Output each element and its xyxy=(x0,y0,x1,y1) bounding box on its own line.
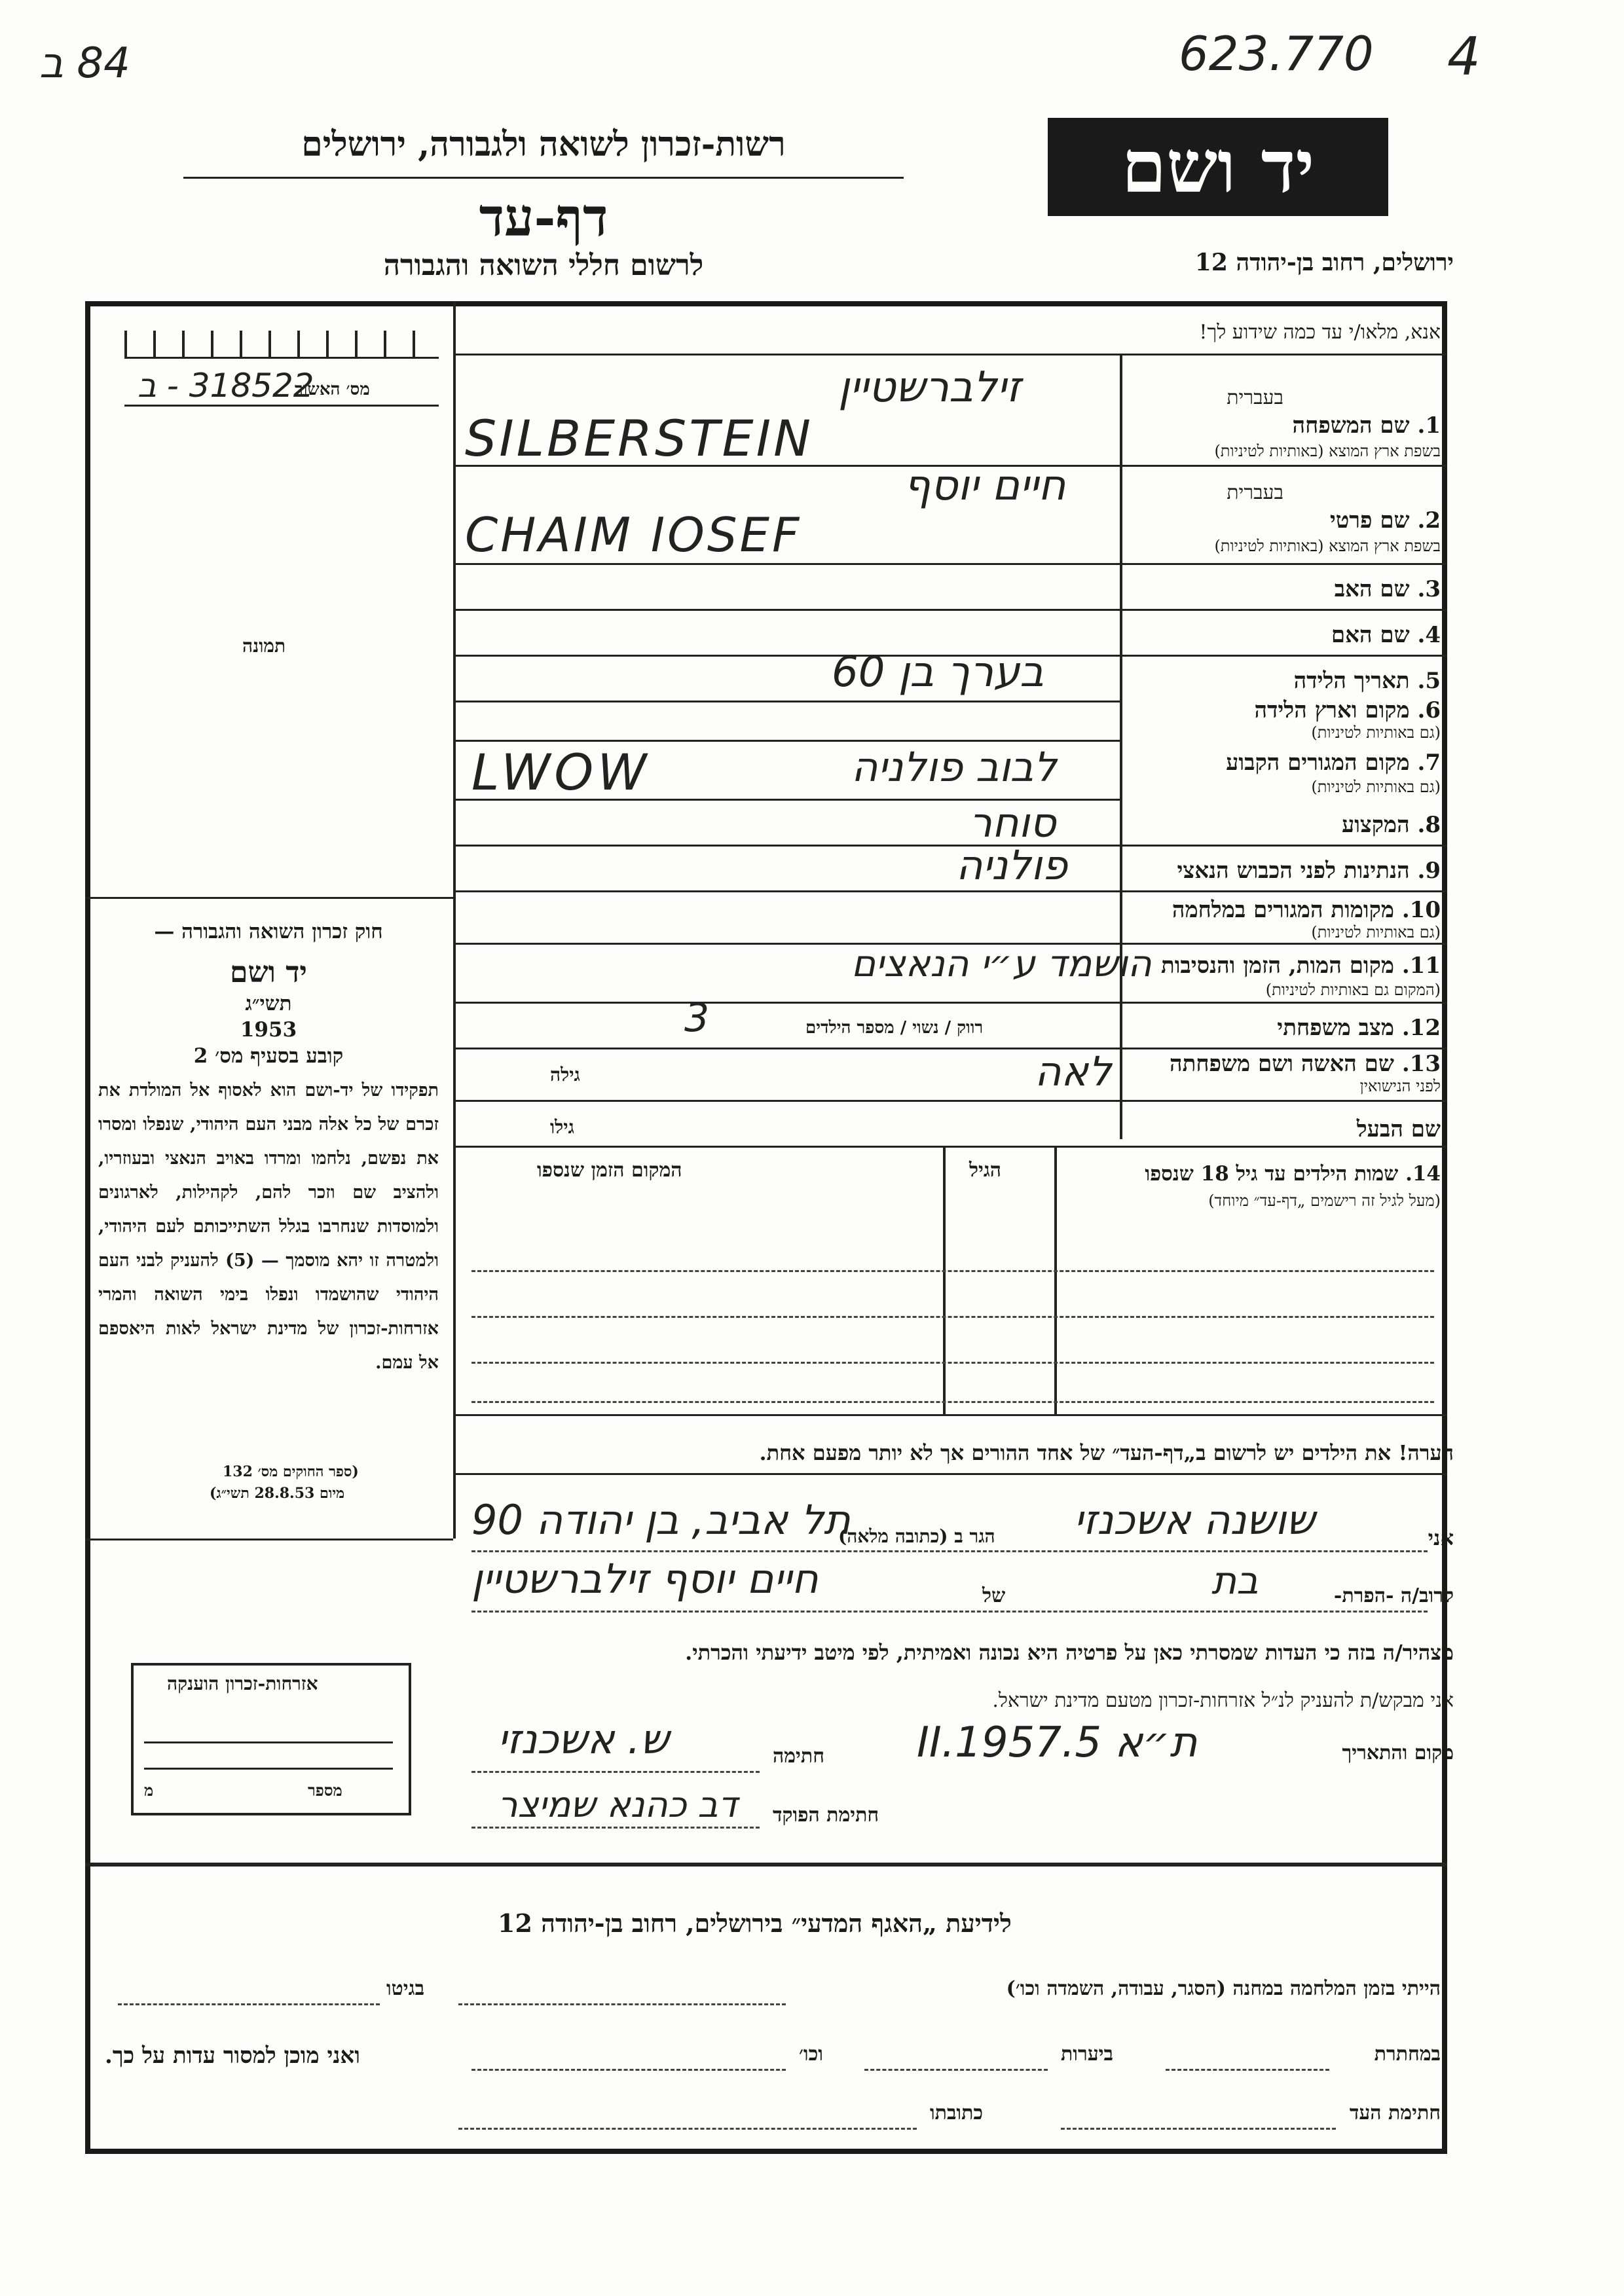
field-6-sublabel: (גם באותיות לטיניות) xyxy=(1311,723,1441,742)
photo-label: תמונה xyxy=(242,635,286,657)
field-3-label: 3. שם האב xyxy=(1334,576,1441,602)
field-12-status-options: רווק / נשוי / מספר הילדים xyxy=(805,1018,984,1038)
form-title: דף-עד xyxy=(479,187,608,248)
child-row-3[interactable] xyxy=(471,1362,1434,1364)
field-11-sublabel: (המקום גם באותיות לטיניות) xyxy=(1265,981,1441,999)
children-col-divider-1 xyxy=(943,1146,946,1414)
child-row-4[interactable] xyxy=(471,1401,1434,1403)
margin-note-top-left: 84 ב xyxy=(39,39,130,88)
sidebar-bottom-rule xyxy=(85,1539,453,1540)
field-5-value[interactable]: בערך בן 60 xyxy=(832,648,1044,697)
children-sublabel: (מעל לגיל זה רישמים „דף-עד״ מיוחד) xyxy=(1208,1192,1441,1210)
margin-note-top-right: 4 xyxy=(1447,26,1481,87)
husband-age-label: גילו xyxy=(550,1116,574,1138)
row-rule-5 xyxy=(453,701,1120,702)
stamp-number-suffix: מ xyxy=(144,1781,154,1800)
declaration-line-2 xyxy=(471,1611,1428,1613)
field-5-label: 5. תאריך הלידה xyxy=(1293,668,1441,694)
field-2-sublabel: בשפת ארץ המוצא (באותיות לטיניות) xyxy=(1214,537,1441,555)
row-rule-3 xyxy=(453,609,1447,611)
field-10-label: 10. מקומות המגורים במלחמה xyxy=(1172,897,1441,923)
stamp-number-label: מספר xyxy=(308,1781,342,1800)
row-rule-12 xyxy=(453,1048,1447,1049)
footer-line2-d: ואני מוכן למסור עדות על כך. xyxy=(105,2043,360,2069)
signature-value[interactable]: ש. אשכנזי xyxy=(498,1715,669,1763)
law-year: 1953 xyxy=(240,1018,297,1042)
children-note: הערה! את הילדים יש לרשום ב„דף-העד״ של אחד ההורים אך לא יותר מפעם אחת. xyxy=(759,1440,1454,1465)
footer-line3-a: חתימת העד xyxy=(1349,2102,1441,2124)
row-rule-14 xyxy=(453,1146,1447,1148)
children-col-place: המקום הזמן שנספו xyxy=(537,1159,682,1182)
field-11-label: 11. מקום המות, הזמן והנסיבות xyxy=(1160,953,1441,979)
husband-label: שם הבעל xyxy=(1356,1116,1441,1142)
field-13-label: 13. שם האשה ושם משפחתה xyxy=(1170,1051,1441,1077)
instruction: אנא, מלאו/י עד כמה שידוע לך! xyxy=(1199,321,1441,344)
field-12-label: 12. מצב משפחתי xyxy=(1277,1015,1441,1041)
field-7-value-latin[interactable]: LWOW xyxy=(471,743,651,801)
stamp-line-2 xyxy=(144,1768,393,1770)
children-col-divider-2 xyxy=(1054,1146,1057,1414)
form-subtitle: לרשום חללי השואה והגבורה xyxy=(383,249,704,282)
row-rule-8 xyxy=(453,845,1447,847)
photo-bottom-rule xyxy=(85,897,453,899)
field-2-label: 2. שם פרטי xyxy=(1329,507,1441,534)
law-footnote-1: (ספר החוקים מס׳ 132 xyxy=(223,1463,359,1480)
record-number-label: מס׳ האשור xyxy=(295,380,370,399)
relation-of-label: של xyxy=(982,1584,1006,1607)
row-rule-11 xyxy=(453,1002,1447,1004)
margin-note-number: 623.770 xyxy=(1179,26,1374,81)
footer-underground-line[interactable] xyxy=(1166,2069,1329,2071)
children-label: 14. שמות הילדים עד גיל 18 שנספו xyxy=(1145,1162,1441,1186)
field-9-label: 9. הנתינות לפני הכבוש הנאצי xyxy=(1177,858,1441,884)
field-7-sublabel: (גם באותיות לטיניות) xyxy=(1311,778,1441,796)
law-title: חוק זכרון השואה והגבורה — xyxy=(154,920,383,943)
declarant-address[interactable]: תל אביב, בן יהודה 90 xyxy=(471,1496,851,1544)
footer-line3-b: כתובתו xyxy=(930,2102,984,2124)
footer-witness-address-line[interactable] xyxy=(458,2128,917,2130)
field-2-value-latin[interactable]: CHAIM IOSEF xyxy=(465,507,802,562)
field-13-value[interactable]: לאה xyxy=(1035,1048,1112,1095)
declarant-name[interactable]: שושנה אשכנזי xyxy=(1074,1496,1316,1544)
field-12-children-count[interactable]: 3 xyxy=(684,995,710,1041)
declaration-resides-label: הגר ב (כתובה מלאה) xyxy=(838,1525,995,1547)
children-col-age: הגיל xyxy=(969,1159,1002,1182)
field-13-age-label: גילה xyxy=(550,1064,580,1085)
header-rule xyxy=(183,177,904,179)
field-7-label: 7. מקום המגורים הקבוע xyxy=(1226,750,1441,776)
relation-of-name[interactable]: חיים יוסף זילברשטיין xyxy=(471,1555,819,1603)
field-1-value-latin[interactable]: SILBERSTEIN xyxy=(465,409,813,467)
place-date-label: מקום והתאריך xyxy=(1342,1741,1454,1764)
stamp-line-1 xyxy=(144,1741,393,1743)
footer-line2-a: במחתרת xyxy=(1374,2043,1441,2066)
law-section: קובע בסעיף מס׳ 2 xyxy=(193,1044,344,1068)
footer-line2-b: ביערות xyxy=(1061,2043,1114,2066)
field-1-hebrew-tag: בעברית xyxy=(1227,386,1283,409)
official-signature[interactable]: דב כהנא שמיצר xyxy=(498,1784,738,1825)
declaration-statement: מצהיר/ה בזה כי העדות שמסרתי כאן על פרטיה היא נכונה ואמיתית, לפי מיטב ידיעתי והכרתי. xyxy=(685,1640,1454,1665)
footer-etc-line[interactable] xyxy=(471,2069,786,2071)
footer-ghetto-line[interactable] xyxy=(118,2003,380,2005)
footer-witness-sig-line[interactable] xyxy=(1061,2128,1336,2130)
field-9-value[interactable]: פולניה xyxy=(956,841,1068,889)
field-11-value[interactable]: הושמד ע״י הנאצים xyxy=(851,943,1152,985)
place-date-value[interactable]: ת״א 5.II.1957 xyxy=(917,1719,1198,1767)
field-2-hebrew-tag: בעברית xyxy=(1227,481,1283,504)
children-bottom-rule xyxy=(453,1414,1447,1416)
instruction-rule xyxy=(453,354,1447,355)
field-8-label: 8. המקצוע xyxy=(1341,812,1441,838)
official-signature-line xyxy=(471,1827,760,1829)
official-signature-label: חתימת הפוקד xyxy=(773,1804,879,1827)
field-10-sublabel: (גם באותיות לטיניות) xyxy=(1311,923,1441,941)
signature-label: חתימה xyxy=(773,1745,824,1768)
relation-value[interactable]: בת xyxy=(1211,1558,1259,1603)
row-rule-9 xyxy=(453,890,1447,892)
footer-camp-line[interactable] xyxy=(458,2003,786,2005)
law-footnote-2: מיום 28.8.53 תשי״ג) xyxy=(210,1485,345,1502)
label-column-divider xyxy=(1120,354,1122,1139)
stamp-title: אזרחות-זכרון הוענקה xyxy=(167,1673,318,1694)
declaration-request: אני מבקש/ת להעניק לנ״ל אזרחות-זכרון מטעם מדינת ישראל. xyxy=(992,1689,1454,1712)
footer-title: לידיעת „האגף המדעי״ בירושלים, רחוב בן-יהודה 12 xyxy=(498,1908,1012,1938)
child-row-2[interactable] xyxy=(471,1316,1434,1318)
field-1-value-hebrew[interactable]: זילברשטיין xyxy=(838,363,1021,412)
field-8-value[interactable]: סוחר xyxy=(969,799,1056,847)
relation-label: קרוב/ה -הפרת- xyxy=(1333,1584,1454,1607)
field-1-label: 1. שם המשפחה xyxy=(1292,412,1441,439)
declaration-line-1 xyxy=(471,1550,1428,1552)
footer-rule xyxy=(85,1863,1447,1867)
law-year-heb: תשי״ג xyxy=(245,992,292,1015)
row-rule-2 xyxy=(453,563,1447,565)
org-name: רשות-זכרון לשואה ולגבורה, ירושלים xyxy=(301,124,786,164)
signature-line xyxy=(471,1771,760,1773)
field-4-label: 4. שם האם xyxy=(1331,622,1441,648)
row-rule-13 xyxy=(453,1100,1447,1102)
child-row-1[interactable] xyxy=(471,1270,1434,1272)
footer-forest-line[interactable] xyxy=(864,2069,1048,2071)
field-2-value-hebrew[interactable]: חיים יוסף xyxy=(904,462,1066,510)
footer-line1-a: הייתי בזמן המלחמה במחנה (הסגר, עבודה, השמדה וכו׳) xyxy=(1006,1977,1441,2000)
record-number-value: 318522 - ב xyxy=(138,367,314,405)
footer-line2-c: וכו׳ xyxy=(799,2043,823,2066)
field-13-sublabel: לפני הנישואין xyxy=(1359,1077,1441,1095)
field-1-sublabel: בשפת ארץ המוצא (באותיות לטיניות) xyxy=(1214,442,1441,460)
law-name: יד ושם xyxy=(230,956,307,989)
field-6-label: 6. מקום וארץ הלידה xyxy=(1254,697,1441,723)
footer-line1-b: בגיטו xyxy=(386,1977,425,2000)
record-number-rule xyxy=(124,405,439,407)
header-address: ירושלים, רחוב בן-יהודה 12 xyxy=(1194,249,1454,276)
yad-vashem-logo: יד ושם xyxy=(1048,118,1388,216)
note-rule xyxy=(453,1473,1447,1475)
law-body: תפקידו של יד-ושם הוא לאסוף אל המולדת את זכרם של כל אלה מבני העם היהודי, שנפלו ומסרו את נפשם, נלחמו ומרדו באויב הנאצי ובעוזריו, ולהציב שם וזכר להם, לקהילות, לארגונים ולמוסדות שנחרבו בגלל השתייכותם לעם היהודי, ולמטרה זו יהא מוסמך — (5) להעניק לבני העם היהודי שהושמדו ונפלו בימי השואה והמרי אזרחות-זכרון של מדינת ישראל לאות היאספם אל עמם. xyxy=(98,1080,439,1373)
record-number-ticks xyxy=(124,331,439,359)
row-rule-6 xyxy=(453,740,1120,742)
declaration-i-label: אני xyxy=(1428,1525,1454,1550)
left-column-divider xyxy=(453,301,456,1539)
field-7-value-hebrew[interactable]: לבוב פולניה xyxy=(851,743,1057,791)
